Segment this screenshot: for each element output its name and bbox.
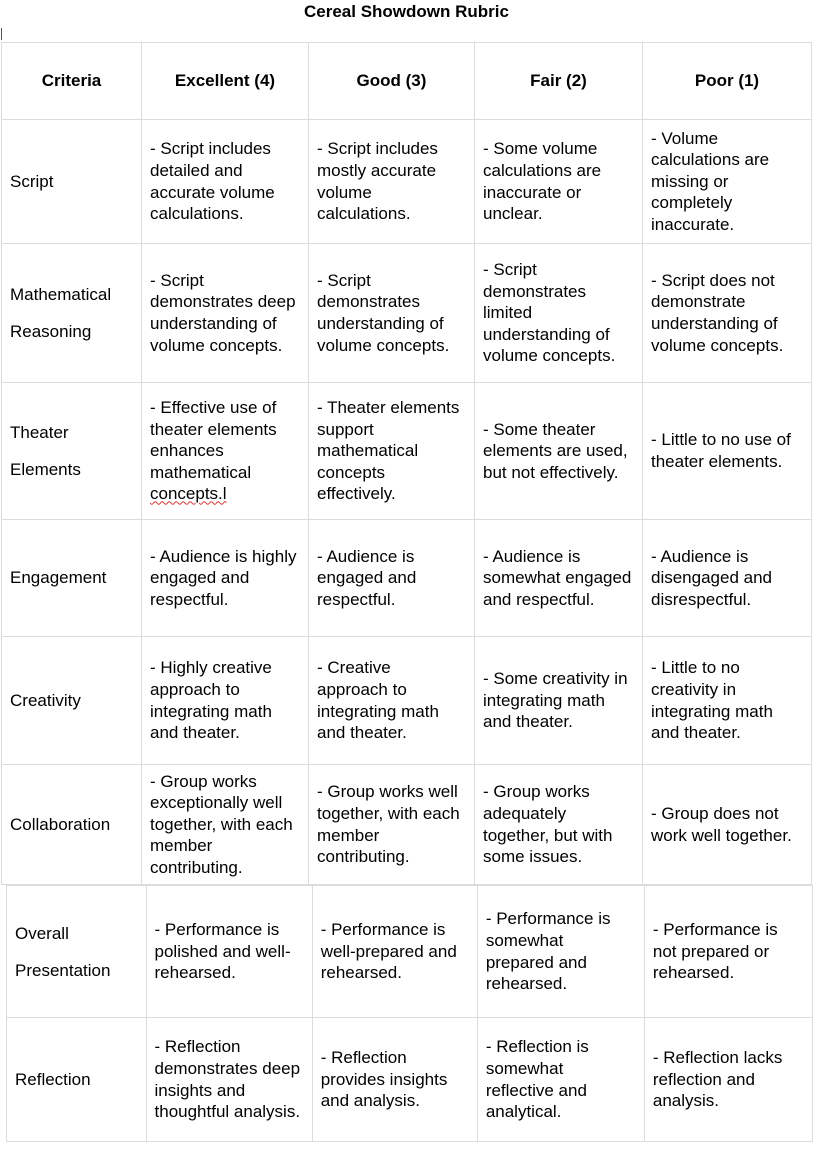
row-script bbox=[2, 120, 812, 244]
header-fair: Fair (2) bbox=[475, 43, 643, 120]
row-reflection bbox=[7, 1018, 813, 1142]
good-cell: - Script demonstrates understanding of volume concepts. bbox=[309, 244, 475, 383]
good-cell: - Audience is engaged and respectful. bbox=[309, 520, 475, 637]
document-title: Cereal Showdown Rubric bbox=[304, 2, 509, 21]
row-creativity bbox=[2, 637, 812, 765]
criteria-cell: Creativity bbox=[2, 637, 142, 765]
criteria-cell: Collaboration bbox=[2, 765, 142, 885]
row-overall-presentation bbox=[7, 886, 813, 1018]
poor-cell: - Group does not work well together. bbox=[643, 765, 812, 885]
criteria-cell: Script bbox=[2, 120, 142, 244]
header-row bbox=[2, 43, 812, 120]
fair-cell: - Some creativity in integrating math and theater. bbox=[475, 637, 643, 765]
excellent-cell: - Performance is polished and well-rehearsed. bbox=[146, 886, 312, 1018]
criteria-cell: Theater Elements bbox=[2, 383, 142, 520]
excellent-cell: - Highly creative approach to integrating math and theater. bbox=[142, 637, 309, 765]
good-cell: - Performance is well-prepared and rehearsed. bbox=[312, 886, 477, 1018]
header-criteria: Criteria bbox=[2, 43, 142, 120]
excellent-cell: - Group works exceptionally well together, with each member contributing. bbox=[142, 765, 309, 885]
spellcheck-flagged-word[interactable]: concepts.l bbox=[150, 484, 227, 504]
poor-cell: - Little to no creativity in integrating math and theater. bbox=[643, 637, 812, 765]
row-engagement bbox=[2, 520, 812, 637]
good-cell: - Group works well together, with each member contributing. bbox=[309, 765, 475, 885]
good-cell: - Theater elements support mathematical concepts effectively. bbox=[309, 383, 475, 520]
poor-cell: - Volume calculations are missing or completely inaccurate. bbox=[643, 120, 812, 244]
header-excellent: Excellent (4) bbox=[142, 43, 309, 120]
excellent-cell: - Script demonstrates deep understanding of volume concepts. bbox=[142, 244, 309, 383]
fair-cell: - Group works adequately together, but with some issues. bbox=[475, 765, 643, 885]
poor-cell: - Reflection lacks reflection and analysis. bbox=[644, 1018, 812, 1142]
poor-cell: - Audience is disengaged and disrespectful. bbox=[643, 520, 812, 637]
row-collaboration bbox=[2, 765, 812, 885]
criteria-cell: Mathematical Reasoning bbox=[2, 244, 142, 383]
row-mathematical-reasoning bbox=[2, 244, 812, 383]
criteria-cell: Overall Presentation bbox=[7, 886, 147, 1018]
fair-cell: - Some volume calculations are inaccurate or unclear. bbox=[475, 120, 643, 244]
rubric-table-bottom bbox=[6, 885, 813, 1142]
good-cell: - Creative approach to integrating math and theater. bbox=[309, 637, 475, 765]
good-cell: - Script includes mostly accurate volume calculations. bbox=[309, 120, 475, 244]
excellent-text: - Effective use of theater elements enhances mathematical bbox=[150, 398, 277, 482]
excellent-cell: - Reflection demonstrates deep insights and thoughtful analysis. bbox=[146, 1018, 312, 1142]
excellent-cell bbox=[142, 383, 309, 520]
excellent-cell: - Script includes detailed and accurate volume calculations. bbox=[142, 120, 309, 244]
excellent-cell: - Audience is highly engaged and respectful. bbox=[142, 520, 309, 637]
poor-cell: - Little to no use of theater elements. bbox=[643, 383, 812, 520]
fair-cell: - Performance is somewhat prepared and rehearsed. bbox=[477, 886, 644, 1018]
fair-cell: - Reflection is somewhat reflective and analytical. bbox=[477, 1018, 644, 1142]
poor-cell: - Script does not demonstrate understanding of volume concepts. bbox=[643, 244, 812, 383]
header-good: Good (3) bbox=[309, 43, 475, 120]
fair-cell: - Some theater elements are used, but not effectively. bbox=[475, 383, 643, 520]
criteria-cell: Engagement bbox=[2, 520, 142, 637]
header-poor: Poor (1) bbox=[643, 43, 812, 120]
good-cell: - Reflection provides insights and analysis. bbox=[312, 1018, 477, 1142]
fair-cell: - Script demonstrates limited understanding of volume concepts. bbox=[475, 244, 643, 383]
poor-cell: - Performance is not prepared or rehearsed. bbox=[644, 886, 812, 1018]
row-theater-elements bbox=[2, 383, 812, 520]
criteria-cell: Reflection bbox=[7, 1018, 147, 1142]
rubric-table-top bbox=[1, 42, 812, 885]
fair-cell: - Audience is somewhat engaged and respectful. bbox=[475, 520, 643, 637]
text-cursor bbox=[1, 28, 2, 40]
